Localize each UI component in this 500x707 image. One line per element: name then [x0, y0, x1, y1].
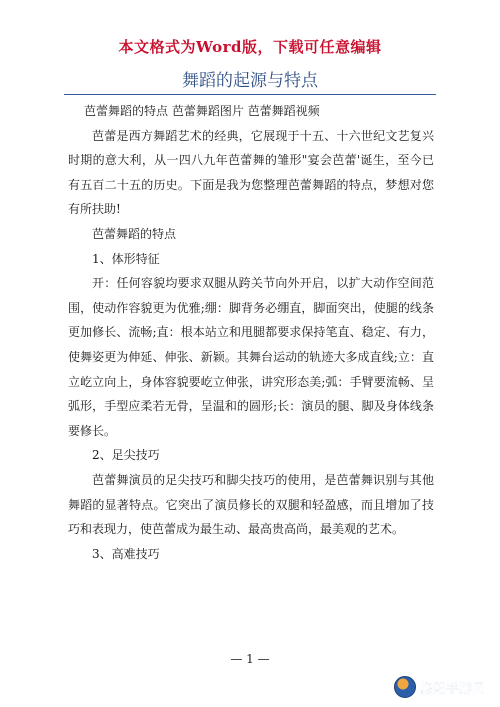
- intro-paragraph: 芭蕾是西方舞蹈艺术的经典，它展现于十五、十六世纪文艺复兴时期的意大利，从一四八九年芭蕾舞的雏形"宴会芭蕾'诞生，至今已有五百二十五的历史。下面是我为您整理芭蕾舞蹈的特点，梦想对您有所扶助!: [68, 128, 434, 217]
- subsection-heading-3: 3、高难技巧: [92, 546, 160, 561]
- watermark-text: 洛阳手游网: [420, 681, 486, 697]
- title-divider: [64, 94, 436, 95]
- format-banner: 本文格式为Word版，下载可任意编辑: [118, 38, 382, 56]
- logo-icon: [394, 676, 416, 698]
- keywords-line: 芭蕾舞蹈的特点 芭蕾舞蹈图片 芭蕾舞蹈视频: [84, 104, 320, 118]
- document-body: [68, 99, 434, 566]
- document-title: 舞蹈的起源与特点: [182, 71, 318, 91]
- site-watermark: [394, 674, 490, 700]
- subsection-heading-1: 1、体形特征: [92, 251, 160, 266]
- subsection-paragraph-1: 开：任何容貌均要求双腿从跨关节向外开启，以扩大动作空间范围，使动作容貌更为优雅;绷：脚背务必绷直，脚面突出，使腿的线条更加修长、流畅;直：根本站立和甩腿都要求保持笔直、稳定、有力，使舞姿更为伸延、伸张、新颖。其舞台运动的轨迹大多成直线;立：直立屹立向上，身体容貌要屹立伸张，讲究形态美;弧：手臂要流畅、呈弧形，手型应柔若无骨，呈温和的圆形;长：演员的腿、脚及身体线条要修长。: [68, 276, 434, 438]
- subsection-heading-2: 2、足尖技巧: [92, 448, 160, 463]
- subsection-paragraph-2: 芭蕾舞演员的足尖技巧和脚尖技巧的使用，是芭蕾舞识别与其他舞蹈的显著特点。它突出了演员修长的双腿和轻盈感，而且增加了技巧和表现力，使芭蕾成为最生动、最高贵高尚，最美观的艺术。: [68, 472, 434, 537]
- section-heading: 芭蕾舞蹈的特点: [92, 226, 177, 241]
- page-number: — 1 —: [230, 652, 270, 666]
